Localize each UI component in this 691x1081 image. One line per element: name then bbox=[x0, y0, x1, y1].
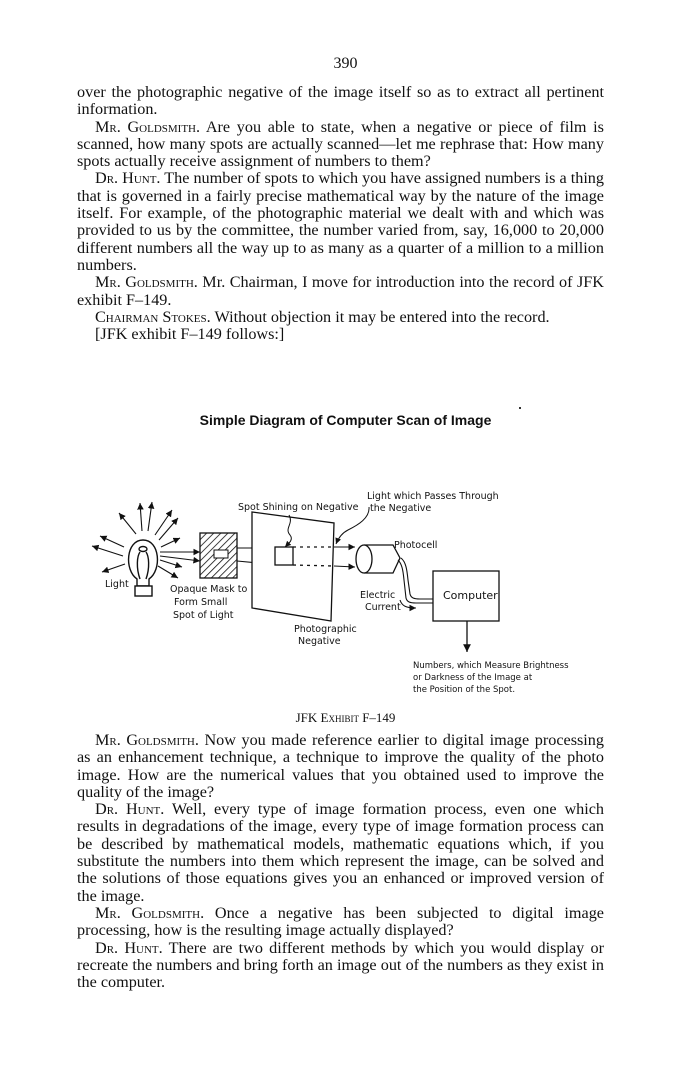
paragraph-text: Mr. Chairman, I move for introduction into the record of JFK exhibit F–149. bbox=[77, 273, 604, 309]
label-electric-line1: Electric bbox=[360, 590, 396, 601]
paragraph-text: Once a negative has been subjected to digital image processing, how is the resulting image actually displayed? bbox=[77, 903, 604, 940]
label-spot: Spot Shining on Negative bbox=[238, 502, 359, 513]
diagram-title: Simple Diagram of Computer Scan of Image bbox=[199, 412, 492, 428]
label-light: Light bbox=[105, 579, 129, 590]
electric-wire bbox=[398, 558, 433, 608]
scan-artifact-dot bbox=[519, 407, 521, 409]
testimony-block-top bbox=[77, 84, 604, 343]
paragraph-text: Without objection it may be entered into the record. bbox=[210, 307, 550, 326]
label-mask-line3: Spot of Light bbox=[173, 610, 234, 621]
label-numbers-line3: the Position of the Spot. bbox=[413, 685, 516, 695]
label-passes-line1: Light which Passes Through bbox=[367, 491, 499, 502]
paragraph bbox=[77, 326, 604, 343]
exhibit-caption bbox=[0, 710, 691, 726]
speaker-name: Dr. Hunt. bbox=[95, 938, 163, 957]
label-negative-line1: Photographic bbox=[294, 624, 357, 635]
paragraph bbox=[77, 309, 604, 326]
paragraph-text: Well, every type of image formation process, even one which results in degradations of the image, every type of image formation process can be described by mathematical models, mathematic equations which, if you substitute the numbers into them which represent the image, can be solved and the solutions of those equations gives you an enhanced or improved version of the image. bbox=[77, 800, 605, 905]
label-mask-line2: Form Small bbox=[174, 597, 228, 608]
speaker-name: Chairman Stokes. bbox=[95, 307, 211, 326]
speaker-name: Dr. Hunt. bbox=[95, 169, 161, 188]
page-number: 390 bbox=[333, 55, 358, 72]
testimony-block-bottom bbox=[77, 732, 604, 991]
label-negative-line2: Negative bbox=[298, 636, 341, 647]
paragraph bbox=[77, 274, 604, 309]
paragraph-text: [JFK exhibit F–149 follows:] bbox=[95, 325, 285, 344]
label-mask-line1: Opaque Mask to bbox=[170, 584, 248, 595]
label-computer: Computer bbox=[443, 589, 498, 602]
speaker-name: Mr. Goldsmith. bbox=[95, 903, 205, 922]
paragraph bbox=[77, 119, 604, 171]
scan-diagram bbox=[80, 440, 620, 710]
paragraph-text: Are you able to state, when a negative or piece of film is scanned, how many spots are actually scanned—let me rephrase that: How many spots actually receive assignment of numbers to them? bbox=[77, 117, 604, 171]
paragraph bbox=[77, 940, 604, 992]
opaque-mask bbox=[200, 533, 237, 578]
paragraph-text: There are two different methods by which you would display or recreate the numbers and bring forth an image out of the numbers as they exist in the computer. bbox=[77, 938, 604, 992]
speaker-name: Mr. Goldsmith. bbox=[95, 273, 198, 292]
paragraph bbox=[77, 170, 604, 274]
transmitted-beam bbox=[334, 547, 355, 567]
exhibit-caption-text: JFK Exhibit F–149 bbox=[295, 710, 396, 725]
paragraph bbox=[77, 84, 604, 119]
speaker-name: Mr. Goldsmith. bbox=[95, 731, 199, 749]
paragraph-text: over the photographic negative of the image itself so as to extract all pertinent information. bbox=[77, 83, 604, 119]
paragraph bbox=[77, 801, 604, 905]
photographic-negative bbox=[252, 512, 334, 621]
label-numbers-line2: or Darkness of the Image at bbox=[413, 673, 533, 683]
paragraph-text: Now you made reference earlier to digital image processing as an enhancement technique, a technique to improve the quality of the photo image. How are the numerical values that you obtained used to improve the quality of the image? bbox=[77, 731, 604, 801]
incident-beam bbox=[160, 552, 200, 561]
label-electric-line2: Current bbox=[365, 602, 401, 613]
paragraph bbox=[77, 905, 604, 940]
paragraph bbox=[77, 732, 604, 801]
label-photocell: Photocell bbox=[394, 540, 438, 551]
paragraph-text: The number of spots to which you have assigned numbers is a thing that is governed in a fairly precise mathematical way by the nature of the image itself. For example, of the photographic material we dealt with and which was provided to us by the committee, the number varied from, say, 16,000 to 20,000 different numbers all the way up to as many as a quarter of a million to a million numbers. bbox=[77, 169, 604, 274]
light-bulb-icon bbox=[129, 540, 158, 596]
speaker-name: Mr. Goldsmith. bbox=[95, 117, 201, 136]
label-passes-line2: the Negative bbox=[370, 503, 432, 514]
speaker-name: Dr. Hunt. bbox=[95, 800, 165, 819]
label-numbers-line1: Numbers, which Measure Brightness bbox=[413, 661, 569, 671]
